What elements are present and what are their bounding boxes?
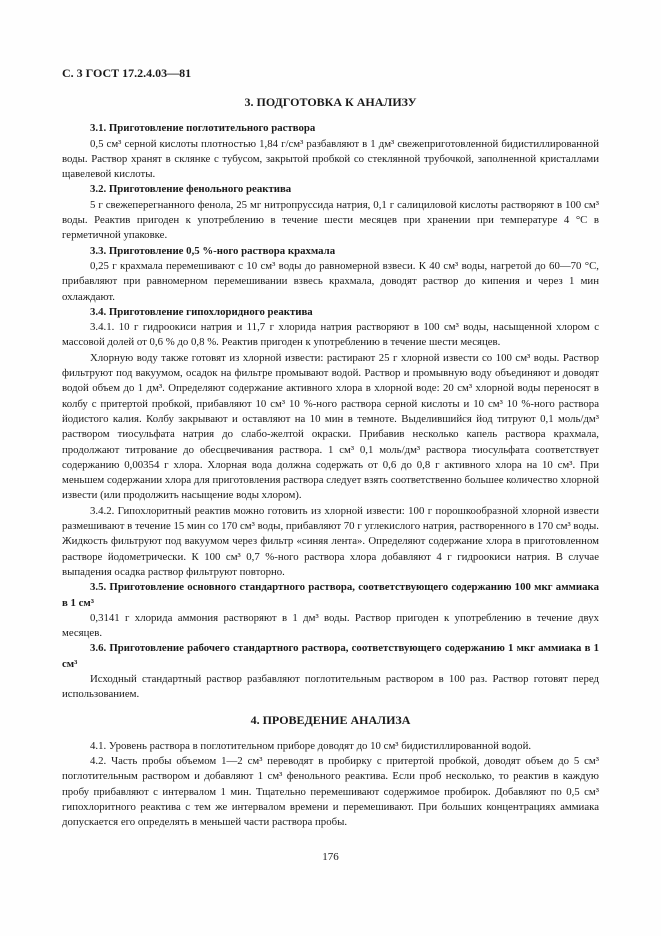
subsection-3-1-heading: 3.1. Приготовление поглотительного раствора <box>90 122 316 135</box>
paragraph-3-6: Исходный стандартный раствор разбавляют поглотительным раствором в 100 раз. Раствор готовят перед использованием. <box>62 672 599 701</box>
subsection-3-3-heading: 3.3. Приготовление 0,5 %-ного раствора крахмала <box>90 244 336 257</box>
page-number: 176 <box>322 851 339 863</box>
subsection-3-5-heading: 3.5. Приготовление основного стандартного раствора, соответствующего содержанию 100 мкг аммиака в 1 см³ <box>62 581 599 609</box>
paragraph-4-2: 4.2. Часть пробы объемом 1—2 см³ переводят в пробирку с притертой пробкой, доводят объем до 5 см³ поглотительным раствором и добавляют 1 см³ фенольного реактива. Если проб несколько, то реактив в каждую пробу прибавляют с интервалом 1 мин. Тщательно перемешивают содержимое пробирок. Добавляют по 0,5 см³ гипохлоритного реактива с тем же интервалом времени и перемешивают. При больших концентрациях аммиака допускается его определять в меньшей части раствора пробы. <box>62 755 599 829</box>
paragraph-3-2: 5 г свежеперегнанного фенола, 25 мг нитропруссида натрия, 0,1 г салициловой кислоты растворяют в 100 см³ воды. Реактив пригоден к употреблению в течение шести месяцев при хранении при температуре 4 °С в герметичной упаковке. <box>62 198 599 242</box>
paragraph-3-4-1: 3.4.1. 10 г гидроокиси натрия и 11,7 г хлорида натрия растворяют в 100 см³ воды, насыщенной хлором с массовой долей от 0,6 % до 0,8 %. Реактив пригоден к употреблению в течение шести месяцев. <box>62 321 599 349</box>
section-4-title: 4. ПРОВЕДЕНИЕ АНАЛИЗА <box>250 712 411 727</box>
section-3-title: 3. ПОДГОТОВКА К АНАЛИЗУ <box>244 95 417 109</box>
paragraph-3-4-chlorine-water: Хлорную воду также готовят из хлорной извести: растирают 25 г хлорной извести со 100 см³ воды. Раствор фильтруют под вакуумом, осадок на фильтре промывают водой. Раствор и промывную воду объединяют и доводят водой объем до 1 дм³. Определяют содержание активного хлора в хлорной воде: 20 см³ хлорной воды переносят в колбу с притертой пробкой, прибавляют 10 см³ 10 %-ного раствора серной кислоты и 10 см³ 10 %-ного раствора йодистого калия. Колбу закрывают и оставляют на 10 мин в темноте. Выделившийся йод титруют 0,1 моль/дм³ раствором тиосульфата натрия до слабо-желтой окраски. Прибавив несколько капель раствора крахмала, продолжают титрование до обесцвечивания раствора. 1 см³ 0,1 моль/дм³ раствора тиосульфата соответствует содержанию 0,00354 г хлора. Хлорная вода должна содержать от 0,6 до 0,8 г активного хлора на 10 см³. При меньшем содержании хлора для приготовления раствора следует взять соответственно большее количество хлорной извести (или продолжить насыщение воды хлором). <box>62 351 599 502</box>
document-header: С. 3 ГОСТ 17.2.4.03—81 <box>62 66 192 80</box>
document-body <box>62 95 599 831</box>
paragraph-4-1: 4.1. Уровень раствора в поглотительном приборе доводят до 10 см³ бидистиллированной водой. <box>90 739 532 752</box>
paragraph-3-3: 0,25 г крахмала перемешивают с 10 см³ воды до равномерной взвеси. К 40 см³ воды, нагретой до 60—70 °С, прибавляют при равномерном перемешивании взвесь крахмала, доводят раствор до кипения и через 1 мин охлаждают. <box>62 259 599 303</box>
subsection-3-4-heading: 3.4. Приготовление гипохлоридного реактива <box>90 305 313 318</box>
paragraph-3-5: 0,3141 г хлорида аммония растворяют в 1 дм³ воды. Раствор пригоден к употреблению в течение двух месяцев. <box>62 611 599 640</box>
subsection-3-6-heading: 3.6. Приготовление рабочего стандартного раствора, соответствующего содержанию 1 мкг аммиака в 1 см³ <box>62 642 599 670</box>
subsection-3-2-heading: 3.2. Приготовление фенольного реактива <box>90 183 292 196</box>
paragraph-3-4-2: 3.4.2. Гипохлоритный реактив можно готовить из хлорной извести: 100 г порошкообразной хлорной извести размешивают в течение 15 мин со 170 см³ воды, прибавляют 70 г углекислого натрия, растворенного в 170 см³ воды. Жидкость фильтруют под вакуумом через фильтр «синяя лента». Определяют содержание хлора в приготовленном растворе йодометрически. К 100 см³ 0,7 %-ного раствора хлора добавляют 4 г гидроокиси натрия. В случае выпадения осадка раствор фильтруют повторно. <box>62 504 599 578</box>
paragraph-3-1: 0,5 см³ серной кислоты плотностью 1,84 г/см³ разбавляют в 1 дм³ свежеприготовленной бидистиллированной воды. Раствор хранят в склянке с тубусом, закрытой пробкой со стеклянной трубочкой, заполненной кристаллами щавелевой кислоты. <box>62 137 599 181</box>
